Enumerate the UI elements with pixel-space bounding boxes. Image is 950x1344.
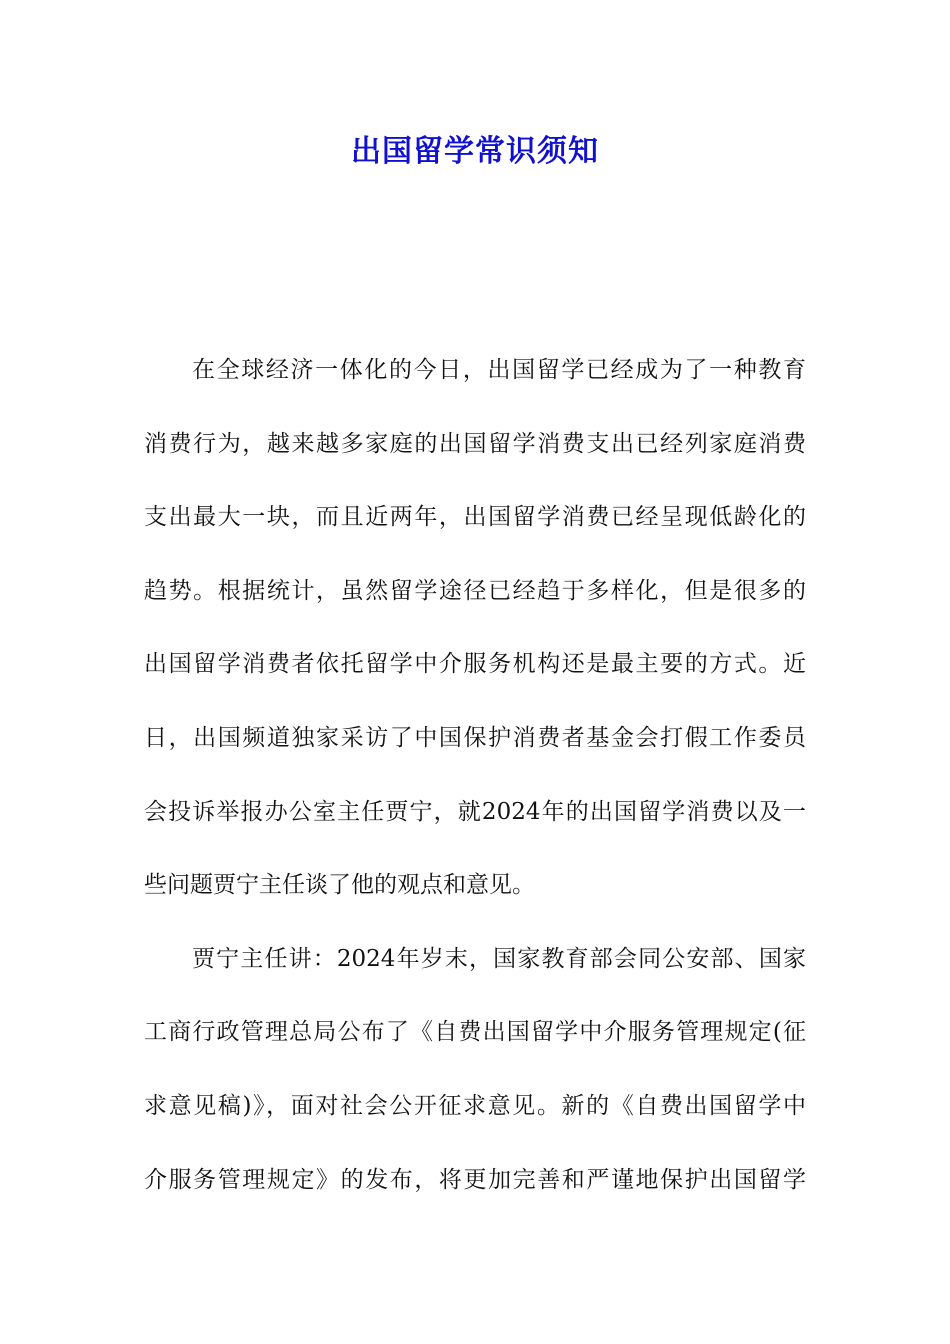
text-line: 会投诉举报办公室主任贾宁，就2024年的出国留学消费以及一: [144, 798, 806, 825]
text-line: 些问题贾宁主任谈了他的观点和意见。: [144, 872, 535, 899]
text-line: 消费行为，越来越多家庭的出国留学消费支出已经列家庭消费: [144, 430, 806, 457]
document-body: [144, 334, 806, 1217]
text-line: 工商行政管理总局公布了《自费出国留学中介服务管理规定(征: [144, 1019, 806, 1046]
text-line: 出国留学消费者依托留学中介服务机构还是最主要的方式。近: [144, 651, 806, 678]
text-line: 求意见稿)》，面对社会公开征求意见。新的《自费出国留学中: [144, 1092, 806, 1119]
text-line: 支出最大一块，而且近两年，出国留学消费已经呈现低龄化的: [144, 504, 806, 531]
text-line: 趋势。根据统计，虽然留学途径已经趋于多样化，但是很多的: [144, 577, 806, 604]
text-line: 日，出国频道独家采访了中国保护消费者基金会打假工作委员: [144, 724, 806, 751]
paragraph: [144, 923, 806, 1217]
text-line: 贾宁主任讲：2024年岁末，国家教育部会同公安部、国家: [192, 945, 806, 972]
paragraph: [144, 334, 806, 923]
document-title: 出国留学常识须知: [351, 134, 599, 169]
text-line: 在全球经济一体化的今日，出国留学已经成为了一种教育: [192, 357, 806, 383]
text-line: 介服务管理规定》的发布，将更加完善和严谨地保护出国留学: [144, 1166, 806, 1193]
